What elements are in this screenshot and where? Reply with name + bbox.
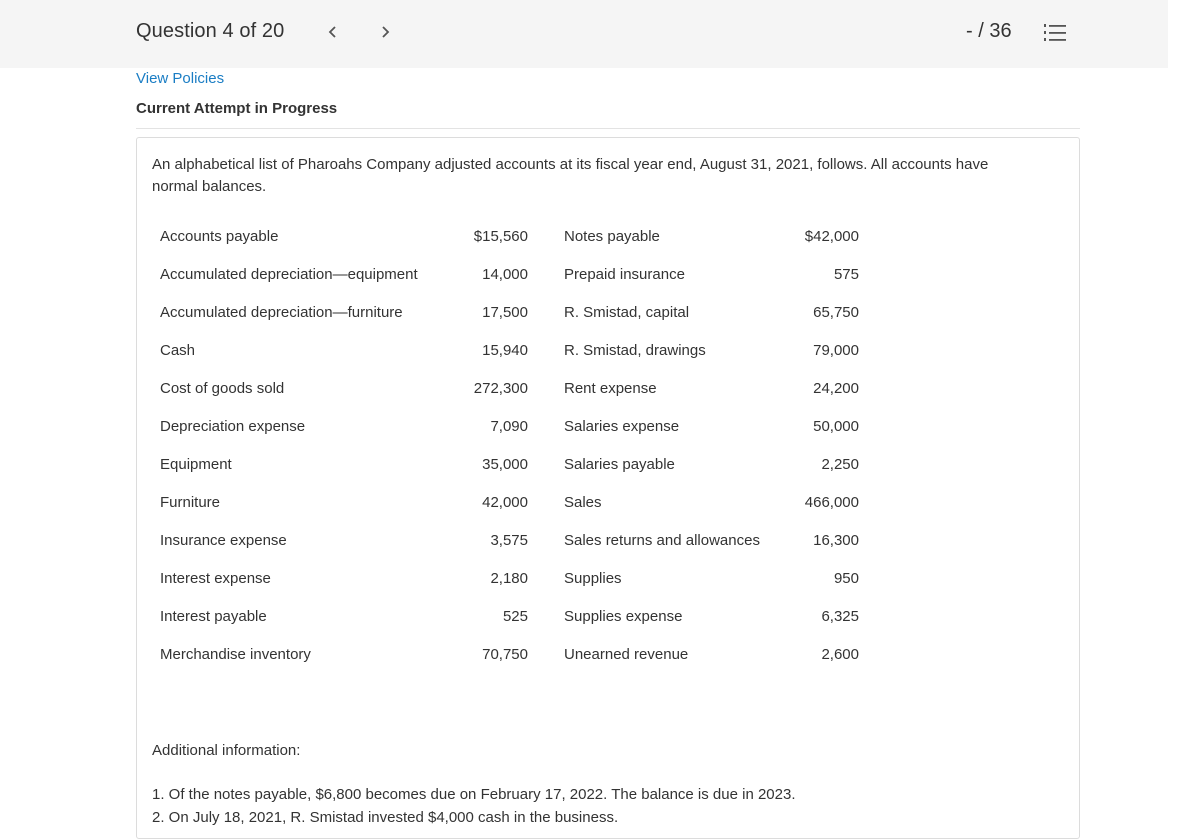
account-name: R. Smistad, drawings — [564, 342, 706, 359]
account-amount: 16,300 — [813, 532, 859, 549]
next-question-button[interactable] — [375, 20, 395, 44]
account-amount: 950 — [833, 570, 859, 587]
account-name: Accounts payable — [160, 228, 279, 245]
account-name: Accumulated depreciation—equipment — [160, 266, 418, 283]
account-name: Furniture — [160, 494, 221, 511]
account-amount: 35,000 — [482, 456, 528, 473]
score-display: - / 36 — [966, 20, 1012, 42]
account-name: Supplies — [564, 570, 622, 587]
account-amount: 79,000 — [813, 342, 859, 359]
account-amount: 15,940 — [482, 342, 528, 359]
scrollbar-track[interactable] — [1168, 0, 1200, 822]
account-name: Unearned revenue — [564, 646, 689, 663]
account-name: Depreciation expense — [160, 418, 306, 435]
top-navigation-bar — [0, 0, 1168, 68]
additional-note: 1. Of the notes payable, $6,800 becomes due on February 17, 2022. The balance is due in 2023. — [152, 786, 796, 803]
account-name: Equipment — [160, 456, 232, 473]
account-amount: 7,090 — [490, 418, 528, 435]
account-amount: 65,750 — [813, 304, 859, 321]
account-name: Prepaid insurance — [564, 266, 685, 283]
account-amount: 2,180 — [490, 570, 528, 587]
account-name: Cost of goods sold — [160, 380, 285, 397]
account-name: Insurance expense — [160, 532, 287, 549]
account-amount: 42,000 — [482, 494, 528, 511]
account-name: Salaries expense — [564, 418, 680, 435]
account-name: Sales — [564, 494, 602, 511]
account-amount: 525 — [502, 608, 528, 625]
question-card — [136, 137, 1080, 839]
additional-info-heading: Additional information: — [152, 742, 301, 759]
account-amount: 6,325 — [821, 608, 859, 625]
account-amount: 17,500 — [482, 304, 528, 321]
account-name: Rent expense — [564, 380, 657, 397]
question-header — [136, 68, 1080, 129]
account-amount: 272,300 — [473, 380, 528, 397]
problem-intro: An alphabetical list of Pharoahs Company adjusted accounts at its fiscal year end, August 31, 2021, follows. All accounts have normal balances. — [152, 156, 989, 195]
account-name: Interest payable — [160, 608, 267, 625]
account-name: Interest expense — [160, 570, 271, 587]
account-name: Supplies expense — [564, 608, 683, 625]
account-amount: 24,200 — [813, 380, 859, 397]
question-counter: Question 4 of 20 — [136, 20, 285, 42]
view-policies-link[interactable]: View Policies — [136, 70, 225, 87]
chevron-left-icon — [328, 25, 338, 39]
account-name: R. Smistad, capital — [564, 304, 690, 321]
account-name: Notes payable — [564, 228, 660, 245]
account-amount: 50,000 — [813, 418, 859, 435]
account-amount: 2,250 — [821, 456, 859, 473]
account-name: Merchandise inventory — [160, 646, 311, 663]
account-name: Sales returns and allowances — [564, 532, 760, 549]
numbered-list-icon — [1044, 22, 1068, 44]
question-list-button[interactable] — [1044, 22, 1068, 44]
account-amount: $15,560 — [473, 228, 528, 245]
account-amount: 466,000 — [804, 494, 859, 511]
additional-note: 2. On July 18, 2021, R. Smistad invested $4,000 cash in the business. — [152, 809, 619, 826]
account-name: Accumulated depreciation—furniture — [160, 304, 403, 321]
attempt-status: Current Attempt in Progress — [136, 100, 338, 117]
account-amount: 3,575 — [490, 532, 528, 549]
account-name: Salaries payable — [564, 456, 675, 473]
account-amount: 14,000 — [482, 266, 528, 283]
account-amount: 70,750 — [482, 646, 528, 663]
account-amount: 575 — [833, 266, 859, 283]
account-amount: $42,000 — [804, 228, 859, 245]
chevron-right-icon — [380, 25, 390, 39]
account-name: Cash — [160, 342, 196, 359]
previous-question-button[interactable] — [323, 20, 343, 44]
account-amount: 2,600 — [821, 646, 859, 663]
